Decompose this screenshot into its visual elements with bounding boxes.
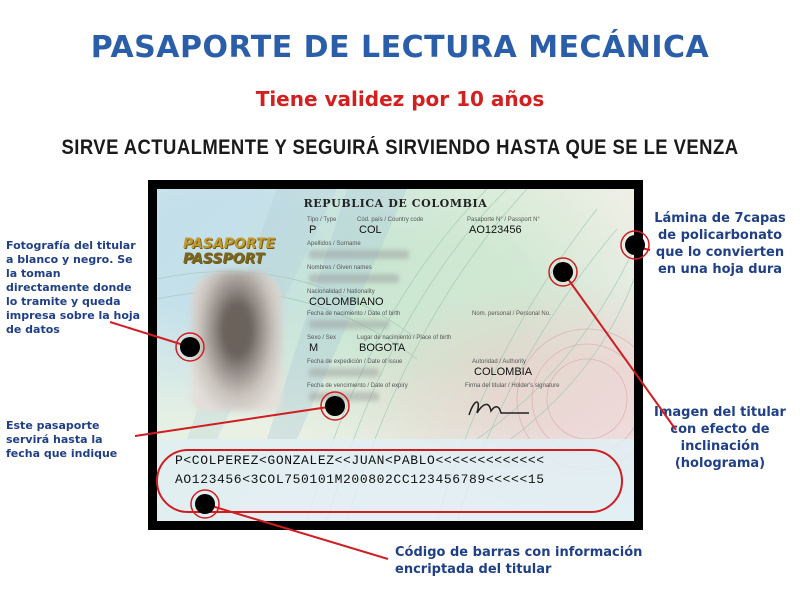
birth-date-redacted — [309, 320, 389, 329]
page-subtitle: Tiene validez por 10 años — [255, 87, 545, 111]
expiry-date-redacted — [309, 392, 379, 401]
nationality-label: Nacionalidad / Nationality — [307, 289, 375, 295]
passport-word-es: PASAPORTE — [183, 236, 276, 252]
expiry-date-label: Fecha de vencimiento / Date of expiry — [307, 383, 408, 389]
passport-country: REPUBLICA DE COLOMBIA — [303, 197, 488, 210]
issue-date-label: Fecha de expedición / Date of issue — [307, 359, 403, 365]
code-value: COL — [359, 224, 382, 236]
annotation-photo: Fotografía del titular a blanco y negro. Se la toman directamente donde lo tramite y queda impresa sobre la hoja de datos — [6, 239, 141, 336]
sex-value: M — [309, 342, 319, 354]
annotation-expiry: Este pasaporte servirá hasta la fecha que indique — [6, 419, 118, 460]
holder-signature — [465, 395, 535, 421]
birth-date-label: Fecha de nacimiento / Date of birth — [307, 311, 401, 317]
birth-place-label: Lugar de nacimiento / Place of birth — [357, 335, 452, 341]
number-label: Pasaporte N° / Passport N° — [467, 217, 540, 223]
page-title: PASAPORTE DE LECTURA MECÁNICA — [90, 30, 710, 65]
authority-value: COLOMBIA — [474, 366, 533, 378]
passport-word-en: PASSPORT — [183, 251, 265, 267]
mrz-line-1: P<COLPEREZ<GONZALEZ<<JUAN<PABLO<<<<<<<<<<<<< — [175, 453, 545, 468]
passport-data-page — [148, 180, 643, 530]
type-label: Tipo / Type — [307, 217, 337, 223]
nationality-value: COLOMBIANO — [309, 296, 384, 308]
issue-date-redacted — [309, 368, 379, 377]
annotation-laminate: Lámina de 7capas de policarbonato que lo convierten en una hoja dura — [654, 211, 786, 277]
annotation-hologram: Imagen del titular con efecto de inclinación (holograma) — [654, 405, 786, 471]
birth-place-value: BOGOTA — [359, 342, 406, 354]
authority-label: Autoridad / Authority — [472, 359, 527, 365]
page-tagline: SIRVE ACTUALMENTE Y SEGUIRÁ SIRVIENDO HASTA QUE SE LE VENZA — [61, 136, 739, 159]
code-label: Cód. país / Country code — [357, 217, 424, 223]
sex-label: Sexo / Sex — [307, 335, 337, 341]
type-value: P — [309, 224, 317, 236]
given-names-redacted — [309, 274, 399, 283]
number-value: AO123456 — [469, 224, 522, 236]
mrz-line-2: AO123456<3COL750101M200802CC123456789<<<<<15 — [175, 472, 545, 487]
signature-label: Firma del titular / Holder's signature — [465, 383, 560, 389]
surname-redacted — [309, 250, 409, 259]
surname-label: Apellidos / Surname — [307, 241, 361, 247]
given-names-label: Nombres / Given names — [307, 265, 372, 271]
mrz-zone — [157, 439, 634, 521]
personal-number-label: Nom. personal / Personal No. — [472, 311, 551, 317]
holder-photo — [192, 271, 282, 411]
passport-word — [183, 237, 275, 267]
annotation-barcode: Código de barras con información encriptada del titular — [395, 545, 643, 577]
